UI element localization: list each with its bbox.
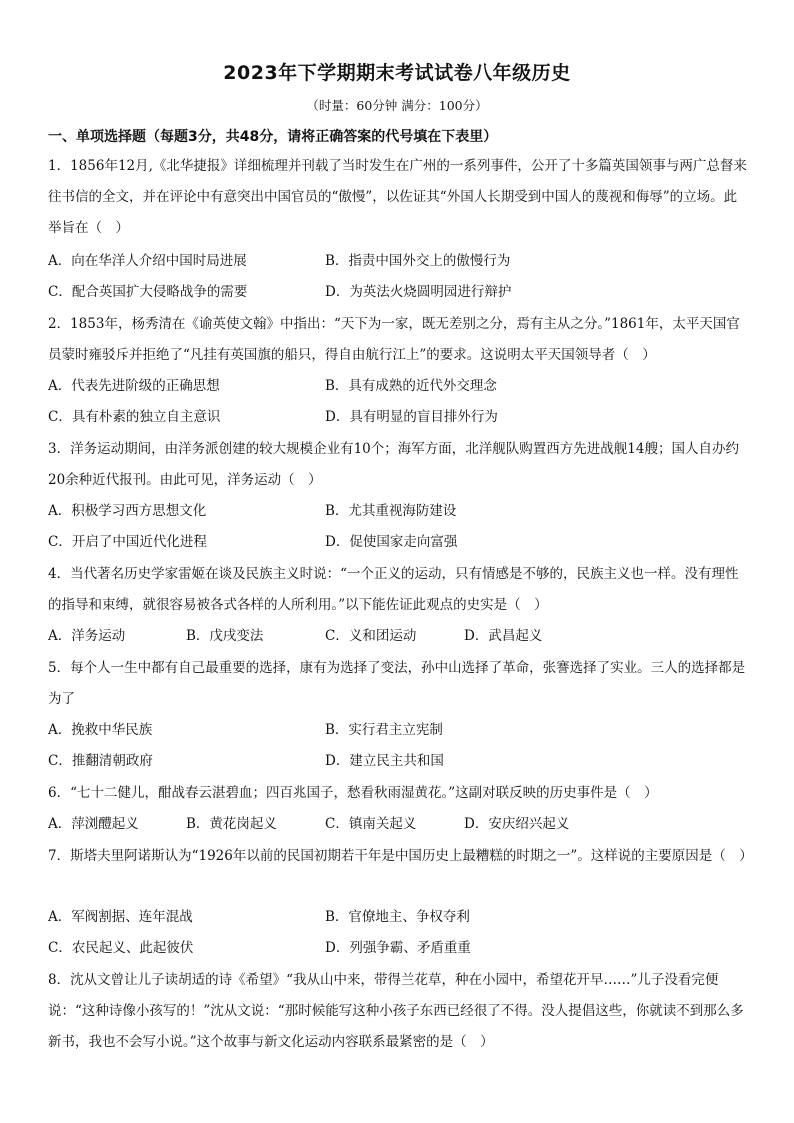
exam-title: 2023年下学期期末考试试卷八年级历史: [223, 62, 571, 84]
q1-option-b[interactable]: B．指责中国外交上的傲慢行为: [325, 253, 511, 269]
question-3-stem: 3．洋务运动期间，由洋务派创建的较大规模企业有10个；海军方面，北洋舰队购置西方先进战舰14艘；国人自办约20余种近代报刊。由此可见，洋务运动（ ）: [48, 441, 739, 488]
q1-option-c[interactable]: C．配合英国扩大侵略战争的需要: [48, 284, 248, 300]
question-8-stem: 8．沈从文曾让儿子读胡适的诗《希望》“我从山中来，带得兰花草，种在小园中，希望花开早……”儿子没看完便说：“这种诗像小孩写的！”沈从文说：“那时候能写这种小孩子东西已经很了不得。没人提倡这些，你就读不到那么多新书，我也不会写小说。”这个故事与新文化运动内容联系最紧密的是（ ）: [48, 972, 744, 1050]
question-5-stem: 5．每个人一生中都有自己最重要的选择，康有为选择了变法，孙中山选择了革命，张謇选择了实业。三人的选择都是为了: [48, 660, 746, 707]
q6-option-d[interactable]: D．安庆绍兴起义: [464, 816, 570, 832]
q5-option-b[interactable]: B．实行君主立宪制: [325, 722, 443, 738]
q1-option-d[interactable]: D．为英法火烧圆明园进行辩护: [325, 284, 512, 300]
q7-option-d[interactable]: D．列强争霸、矛盾重重: [325, 940, 471, 956]
q4-option-c[interactable]: C．义和团运动: [325, 628, 417, 644]
q3-option-d[interactable]: D．促使国家走向富强: [325, 534, 458, 550]
q7-option-a[interactable]: A．军阀割据、连年混战: [48, 909, 193, 925]
q2-option-b[interactable]: B．具有成熟的近代外交理念: [325, 378, 497, 394]
q3-option-b[interactable]: B．尤其重视海防建设: [325, 503, 457, 519]
question-1-stem: 1．1856年12月,《北华捷报》详细梳理并刊载了当时发生在广州的一系列事件，公开了十多篇英国领事与两广总督来往书信的全文，并在评论中有意突出中国官员的“傲慢”，以佐证其“外国人长期受到中国人的蔑视和侮辱”的立场。此举旨在（ ）: [48, 158, 747, 236]
q5-option-c[interactable]: C．推翻清朝政府: [48, 753, 153, 769]
question-4-stem: 4．当代著名历史学家雷姬在谈及民族主义时说：“一个正义的运动，只有情感是不够的，民族主义也一样。没有理性的指导和束缚，就很容易被各式各样的人所利用。”以下能佐证此观点的史实是（ ）: [48, 566, 739, 613]
exam-subtitle: （时量：60分钟 满分：100分）: [306, 98, 488, 113]
section-heading: 一、单项选择题（每题3分，共48分，请将正确答案的代号填在下表里）: [48, 129, 498, 145]
q3-option-a[interactable]: A．积极学习西方思想文化: [48, 503, 207, 519]
q4-option-b[interactable]: B．戊戌变法: [186, 628, 264, 644]
q2-option-a[interactable]: A．代表先进阶级的正确思想: [48, 378, 220, 394]
q4-option-d[interactable]: D．武昌起义: [464, 628, 543, 644]
q6-option-c[interactable]: C．镇南关起义: [325, 816, 417, 832]
q6-option-b[interactable]: B．黄花岗起义: [186, 816, 277, 832]
q2-option-d[interactable]: D．具有明显的盲目排外行为: [325, 409, 498, 425]
question-2-stem: 2．1853年，杨秀清在《谕英使文翰》中指出：“天下为一家，既无差别之分，焉有主从之分。”1861年，太平天国官员蒙时雍驳斥并拒绝了“凡挂有英国旗的船只，得自由航行江上”的要求。这说明太平天国领导者（ ）: [48, 316, 740, 363]
question-7-stem: 7．斯塔夫里阿诺斯认为“1926年以前的民国初期若干年是中国历史上最糟糕的时期之一”。这样说的主要原因是（ ）: [48, 848, 753, 864]
q7-option-c[interactable]: C．农民起义、此起彼伏: [48, 940, 194, 956]
question-6-stem: 6．“七十二健儿，酣战春云湛碧血；四百兆国子，愁看秋雨湿黄花。”这副对联反映的历史事件是（ ）: [48, 785, 658, 801]
q6-option-a[interactable]: A．萍浏醴起义: [48, 816, 139, 832]
q5-option-a[interactable]: A．挽救中华民族: [48, 722, 153, 738]
q1-option-a[interactable]: A．向在华洋人介绍中国时局进展: [48, 253, 247, 269]
q4-option-a[interactable]: A．洋务运动: [48, 628, 126, 644]
q2-option-c[interactable]: C．具有朴素的独立自主意识: [48, 409, 221, 425]
q3-option-c[interactable]: C．开启了中国近代化进程: [48, 534, 207, 550]
q5-option-d[interactable]: D．建立民主共和国: [325, 753, 444, 769]
q7-option-b[interactable]: B．官僚地主、争权夺利: [325, 909, 470, 925]
